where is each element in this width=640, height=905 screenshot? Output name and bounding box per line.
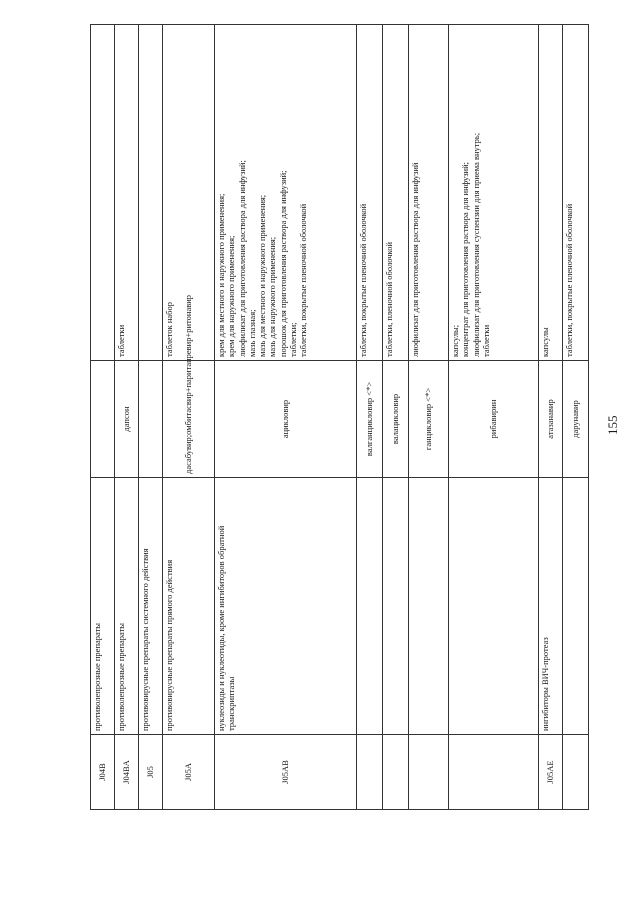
dosage-form-cell: таблетки <box>115 25 139 361</box>
group-name-cell: ингибиторы ВИЧ-протеаз <box>539 478 563 735</box>
table-row <box>357 25 383 810</box>
dosage-form-cell: капсулы; концентрат для приготовления раствора для инфузий; лиофилизат для приготовления суспензии для приема внутрь; таблетки <box>449 25 539 361</box>
table-row <box>383 25 409 810</box>
table-body <box>91 25 589 810</box>
dosage-form-cell <box>91 25 115 361</box>
atc-code-cell: J04BA <box>115 735 139 810</box>
dosage-form-cell: крем для местного и наружного применения; крем для наружного применения; лиофилизат для приготовления раствора для инфузий; мазь глазная; мазь для местного и наружного применения; мазь для наружного применения; порошок для приготовления раствора для инфузий; таблетки; таблетки, покрытые пленочной оболочкой <box>215 25 357 361</box>
atc-code-cell: J05 <box>139 735 163 810</box>
table-row <box>409 25 449 810</box>
atc-code-cell: J05AB <box>215 735 357 810</box>
atc-code-cell: J05A <box>163 735 215 810</box>
table-row <box>139 25 163 810</box>
inn-cell <box>91 361 115 478</box>
group-name-cell: нуклеозиды и нуклеотиды, кроме ингибиторов обратной транскриптазы <box>215 478 357 735</box>
atc-code-cell <box>409 735 449 810</box>
group-name-cell <box>449 478 539 735</box>
inn-cell: дасабувир;омбитасвир+паритапревир+ритонавир <box>163 361 215 478</box>
inn-cell: атазанавир <box>539 361 563 478</box>
table-row <box>449 25 539 810</box>
group-name-cell: противовирусные препараты системного действия <box>139 478 163 735</box>
table-row <box>563 25 589 810</box>
inn-cell: валацикловир <box>383 361 409 478</box>
inn-cell: ганцикловир <*> <box>409 361 449 478</box>
dosage-form-cell <box>139 25 163 361</box>
inn-cell: валганцикловир <*> <box>357 361 383 478</box>
atc-code-cell <box>383 735 409 810</box>
dosage-form-cell: таблетки, покрытые пленочной оболочкой <box>563 25 589 361</box>
table-row <box>539 25 563 810</box>
dosage-form-cell: таблетки, покрытые пленочной оболочкой <box>357 25 383 361</box>
dosage-form-cell: капсулы <box>539 25 563 361</box>
dosage-form-cell: лиофилизат для приготовления раствора для инфузий <box>409 25 449 361</box>
atc-code-cell <box>357 735 383 810</box>
page-number: 155 <box>605 415 620 435</box>
inn-cell: ацикловир <box>215 361 357 478</box>
dosage-form-cell: таблеток набор <box>163 25 215 361</box>
inn-cell <box>139 361 163 478</box>
group-name-cell: противовирусные препараты прямого действия <box>163 478 215 735</box>
dosage-form-cell: таблетки, пленочной оболочкой <box>383 25 409 361</box>
inn-cell: дапсон <box>115 361 139 478</box>
group-name-cell <box>409 478 449 735</box>
table-row <box>215 25 357 810</box>
group-name-cell <box>383 478 409 735</box>
drug-registry-table <box>90 24 589 810</box>
group-name-cell <box>563 478 589 735</box>
atc-code-cell: J05AE <box>539 735 563 810</box>
group-name-cell <box>357 478 383 735</box>
inn-cell: рибавирин <box>449 361 539 478</box>
atc-code-cell: J04B <box>91 735 115 810</box>
atc-code-cell <box>449 735 539 810</box>
atc-code-cell <box>563 735 589 810</box>
table-row <box>115 25 139 810</box>
table-row <box>163 25 215 810</box>
inn-cell: дарунавир <box>563 361 589 478</box>
group-name-cell: противолепрозные препараты <box>115 478 139 735</box>
group-name-cell: противолепрозные препараты <box>91 478 115 735</box>
table-row <box>91 25 115 810</box>
